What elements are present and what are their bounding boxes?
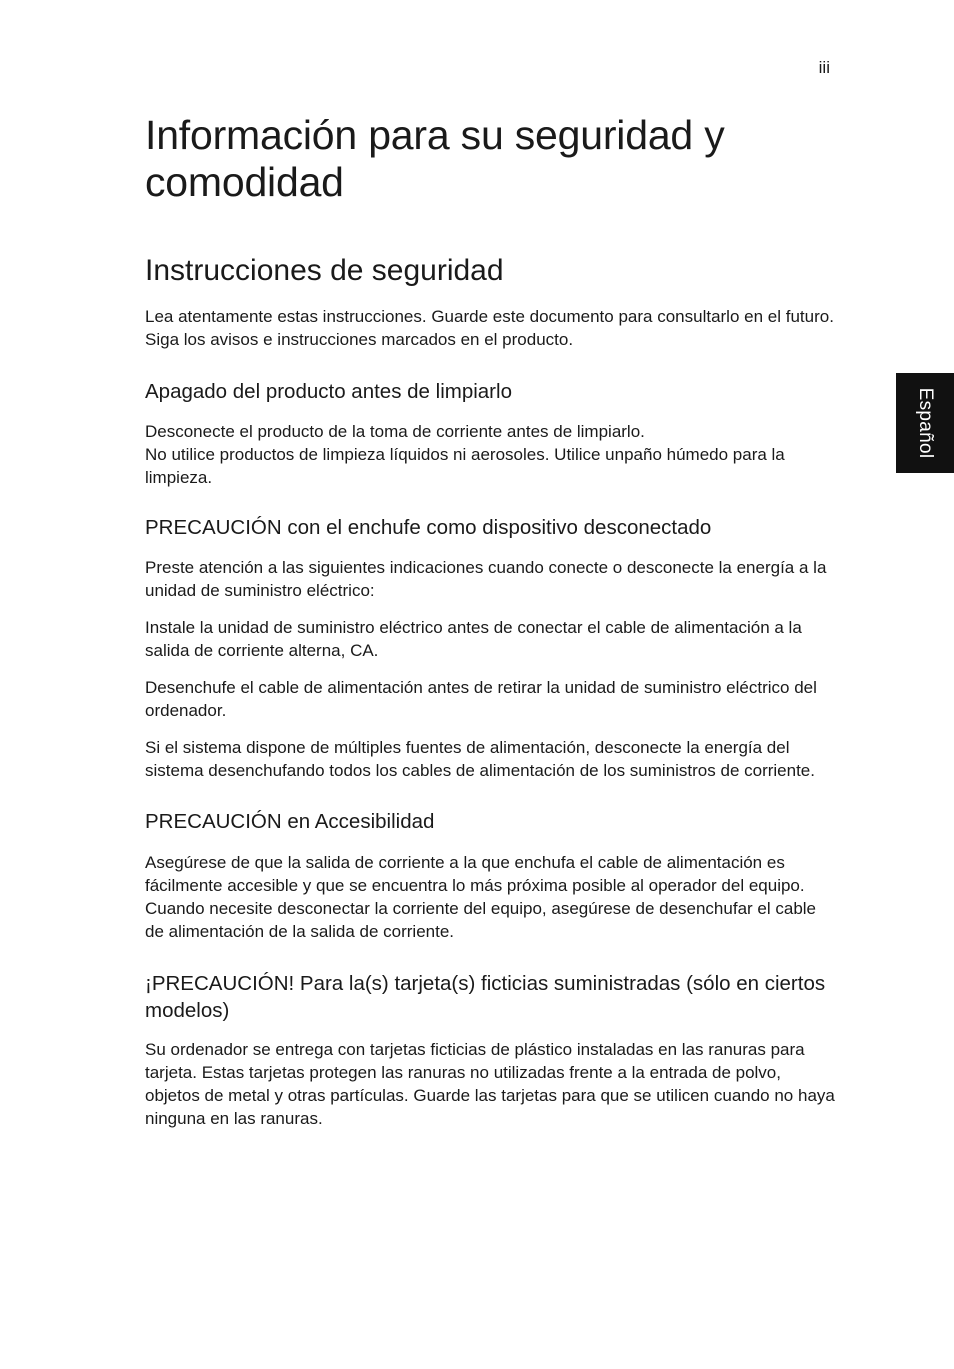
paragraph: Instale la unidad de suministro eléctrico antes de conectar el cable de alimentación a la salida de corriente alterna, CA. bbox=[145, 618, 802, 660]
section-heading: PRECAUCIÓN en Accesibilidad bbox=[145, 810, 435, 833]
section-title: Instrucciones de seguridad bbox=[145, 254, 504, 287]
language-tab-label: Español bbox=[915, 387, 936, 459]
paragraph: No utilice productos de limpieza líquidos ni aerosoles. Utilice unpaño húmedo para la limpieza. bbox=[145, 445, 785, 487]
paragraph: Asegúrese de que la salida de corriente a la que enchufa el cable de alimentación es fácilmente accesible y que se encuentra lo más próxima posible al operador del equipo. Cuando necesite desconectar la corriente del equipo, asegúrese de desenchufar el cable de alimentación de la salida de corriente. bbox=[145, 853, 817, 941]
language-tab bbox=[896, 373, 954, 473]
paragraph: Desenchufe el cable de alimentación antes de retirar la unidad de suministro eléctrico del ordenador. bbox=[145, 678, 817, 720]
paragraph: Si el sistema dispone de múltiples fuentes de alimentación, desconecte la energía del sistema desenchufando todos los cables de alimentación de los suministros de corriente. bbox=[145, 738, 815, 780]
section-plug-caution bbox=[145, 515, 835, 782]
document-body bbox=[145, 112, 835, 1130]
section-accessibility bbox=[145, 809, 835, 943]
paragraph: Preste atención a las siguientes indicaciones cuando conecte o desconecte la energía a la unidad de suministro eléctrico: bbox=[145, 558, 827, 600]
section-heading: ¡PRECAUCIÓN! Para la(s) tarjeta(s) ficticias suministradas (sólo en ciertos modelos) bbox=[145, 972, 826, 1022]
section-dummy-cards bbox=[145, 970, 835, 1130]
intro-paragraph: Lea atentamente estas instrucciones. Guarde este documento para consultarlo en el futuro. Siga los avisos e instrucciones marcados en el producto. bbox=[145, 307, 834, 349]
section-heading: PRECAUCIÓN con el enchufe como dispositivo desconectado bbox=[145, 516, 712, 539]
page-number: iii bbox=[818, 58, 830, 77]
page-title: Información para su seguridad y comodidad bbox=[145, 112, 725, 205]
section-cleaning bbox=[145, 379, 835, 489]
paragraph: Su ordenador se entrega con tarjetas ficticias de plástico instaladas en las ranuras para tarjeta. Estas tarjetas protegen las ranuras no utilizadas frente a la entrada de polvo, objetos de metal y otras partículas. Guarde las tarjetas para que se utilicen cuando no haya ninguna en las ranuras. bbox=[145, 1040, 835, 1128]
section-heading: Apagado del producto antes de limpiarlo bbox=[145, 380, 512, 403]
paragraph: Desconecte el producto de la toma de corriente antes de limpiarlo. bbox=[145, 422, 645, 441]
